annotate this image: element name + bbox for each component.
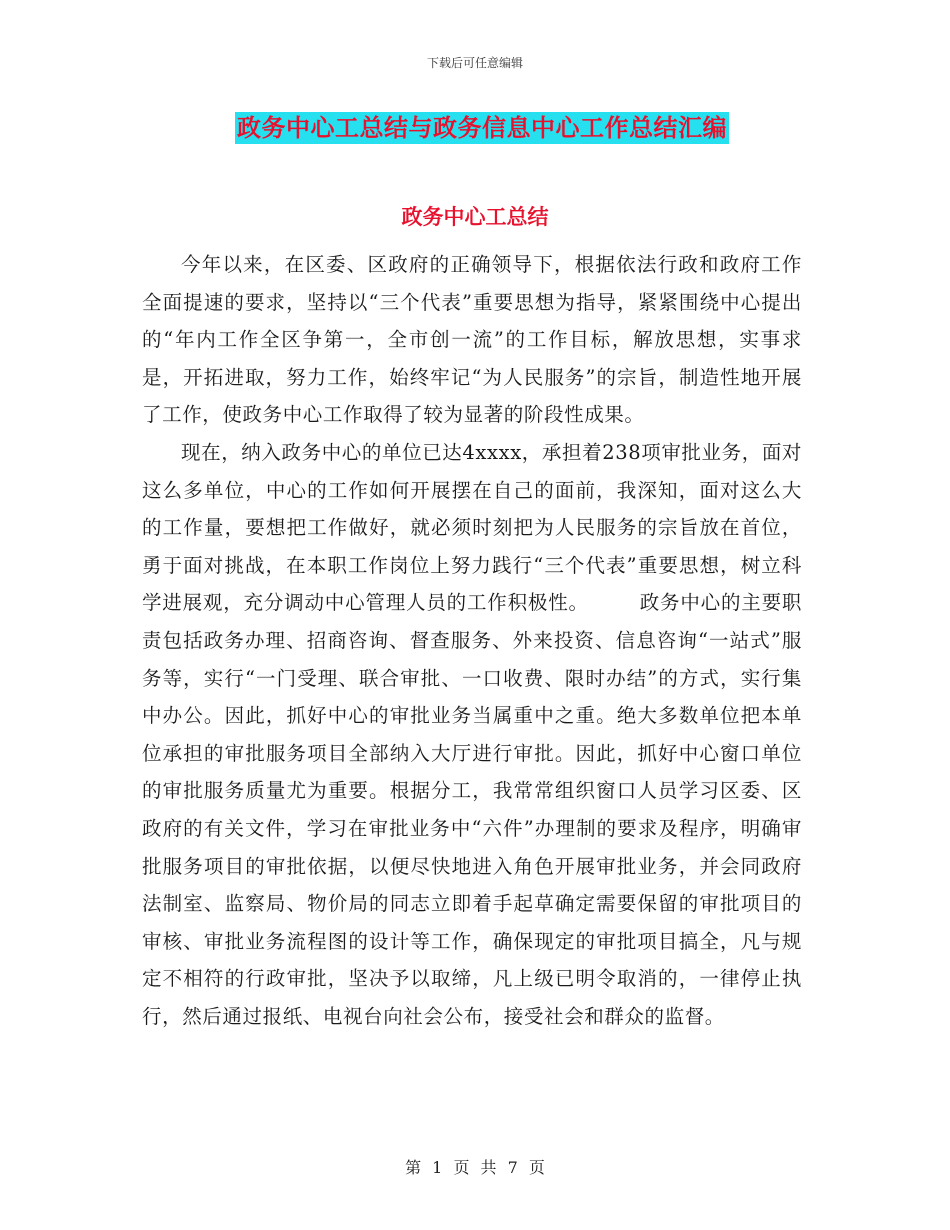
document-body (142, 246, 802, 1035)
paragraph-1: 今年以来，在区委、区政府的正确领导下，根据依法行政和政府工作全面提速的要求，坚持以“三个代表”重要思想为指导，紧紧围绕中心提出的“年内工作全区争第一，全市创一流”的工作目标，解放思想，实事求是，开拓进取，努力工作，始终牢记“为人民服务”的宗旨，制造性地开展了工作，使政务中心工作取得了较为显著的阶段性成果。 (142, 253, 802, 427)
page-footer: 第 1 页 共 7 页 (405, 1158, 545, 1177)
section-title: 政务中心工总结 (401, 205, 549, 229)
document-title: 政务中心工总结与政务信息中心工作总结汇编 (237, 114, 727, 142)
paragraph-3-text: 政务中心的主要职责包括政务办理、招商咨询、督查服务、外来投资、信息咨询“一站式”服务等，实行“一门受理、联合审批、一口收费、限时办结”的方式，实行集中办公。因此，抓好中心的审批业务当属重中之重。绝大多数单位把本单位承担的审批服务项目全部纳入大厅进行审批。因此，抓好中心窗口单位的审批服务质量尤为重要。根据分工，我常常组织窗口人员学习区委、区政府的有关文件，学习在审批业务中“六件”办理制的要求及程序，明确审批服务项目的审批依据，以便尽快地进入角色开展审批业务，并会同政府法制室、监察局、物价局的同志立即着手起草确定需要保留的审批项目的审核、审批业务流程图的设计等工作，确保现定的审批项目搞全，凡与规定不相符的行政审批，坚决予以取缔，凡上级已明令取消的，一律停止执行，然后通过报纸、电视台向社会公布，接受社会和群众的监督。 (142, 591, 802, 1028)
paragraph-2-text: 现在，纳入政务中心的单位已达4xxxx，承担着238项审批业务，面对这么多单位，中心的工作如何开展摆在自己的面前，我深知，面对这么大的工作量，要想把工作做好，就必须时刻把为人民服务的宗旨放在首位，勇于面对挑战，在本职工作岗位上努力践行“三个代表”重要思想，树立科学进展观，充分调动中心管理人员的工作积极性。 (142, 440, 803, 615)
header-note: 下载后可任意编辑 (426, 56, 523, 70)
paragraph-2 (142, 434, 802, 1036)
